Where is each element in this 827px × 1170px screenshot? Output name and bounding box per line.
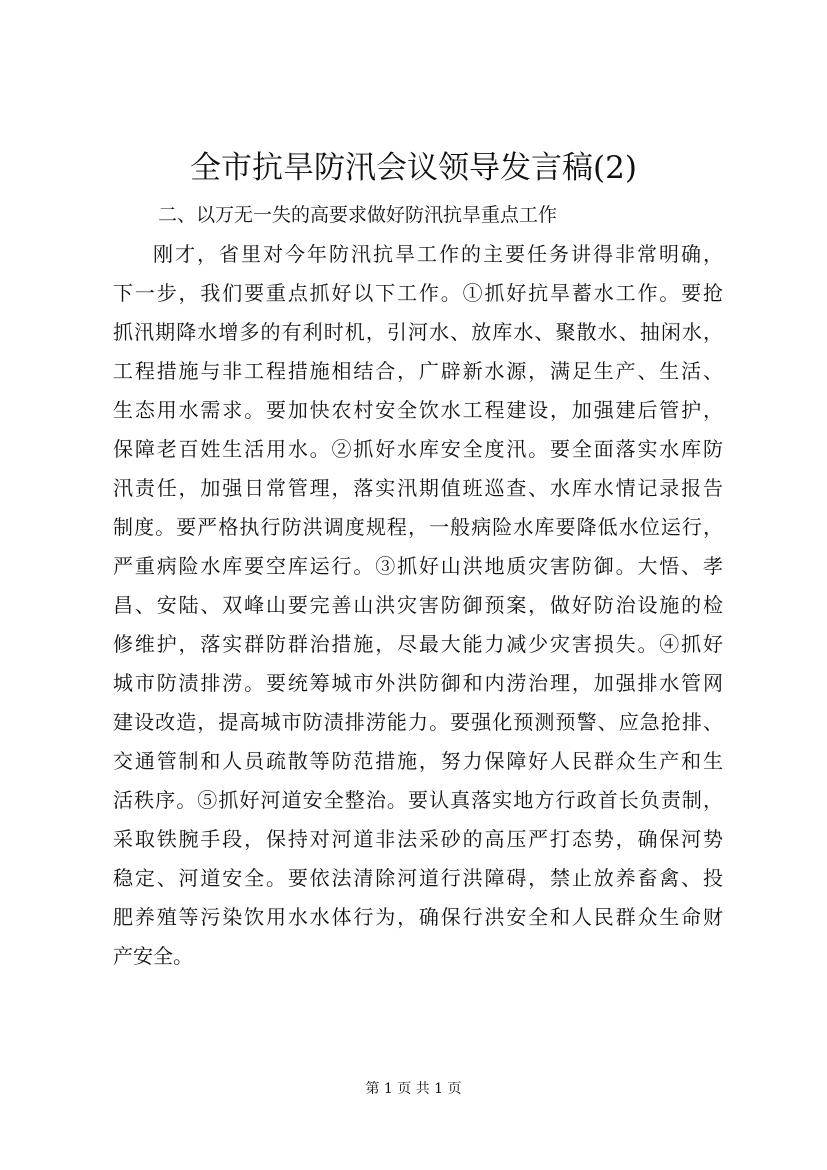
- paragraph-line: 活秩序。⑤抓好河道安全整治。要认真落实地方行政首长负责制，: [113, 788, 723, 812]
- paragraph-line: 抓汛期降水增多的有利时机，引河水、放库水、聚散水、抽闲水，: [113, 320, 723, 344]
- paragraph-line: 采取铁腕手段，保持对河道非法采砂的高压严打态势，确保河势: [113, 827, 723, 851]
- paragraph-line: 刚才，省里对今年防汛抗旱工作的主要任务讲得非常明确，: [153, 242, 723, 266]
- paragraph-line: 下一步，我们要重点抓好以下工作。①抓好抗旱蓄水工作。要抢: [113, 281, 723, 305]
- paragraph-line: 稳定、河道安全。要依法清除河道行洪障碍，禁止放养畜禽、投: [113, 866, 723, 890]
- body-paragraph: [113, 235, 723, 976]
- paragraph-line: 工程措施与非工程措施相结合，广辟新水源，满足生产、生活、: [113, 359, 723, 383]
- paragraph-line: 城市防渍排涝。要统筹城市外洪防御和内涝治理，加强排水管网: [113, 671, 723, 695]
- section-heading: 二、以万无一失的高要求做好防汛抗旱重点工作: [158, 204, 558, 226]
- paragraph-line: 生态用水需求。要加快农村安全饮水工程建设，加强建后管护，: [113, 398, 723, 422]
- paragraph-line: 保障老百姓生活用水。②抓好水库安全度汛。要全面落实水库防: [113, 437, 723, 461]
- paragraph-line: 严重病险水库要空库运行。③抓好山洪地质灾害防御。大悟、孝: [113, 554, 723, 578]
- paragraph-line: 昌、安陆、双峰山要完善山洪灾害防御预案，做好防治设施的检: [113, 593, 723, 617]
- paragraph-line: 建设改造，提高城市防渍排涝能力。要强化预测预警、应急抢排、: [113, 710, 723, 734]
- page-footer: 第 1 页 共 1 页: [365, 1081, 462, 1097]
- paragraph-line: 产安全。: [113, 944, 193, 968]
- paragraph-line: 交通管制和人员疏散等防范措施，努力保障好人民群众生产和生: [113, 749, 723, 773]
- document-title: 全市抗旱防汛会议领导发言稿(2): [190, 150, 637, 186]
- paragraph-line: 汛责任，加强日常管理，落实汛期值班巡查、水库水情记录报告: [113, 476, 723, 500]
- paragraph-line: 肥养殖等污染饮用水水体行为，确保行洪安全和人民群众生命财: [113, 905, 723, 929]
- paragraph-line: 修维护，落实群防群治措施，尽最大能力减少灾害损失。④抓好: [113, 632, 723, 656]
- paragraph-line: 制度。要严格执行防洪调度规程，一般病险水库要降低水位运行，: [113, 515, 723, 539]
